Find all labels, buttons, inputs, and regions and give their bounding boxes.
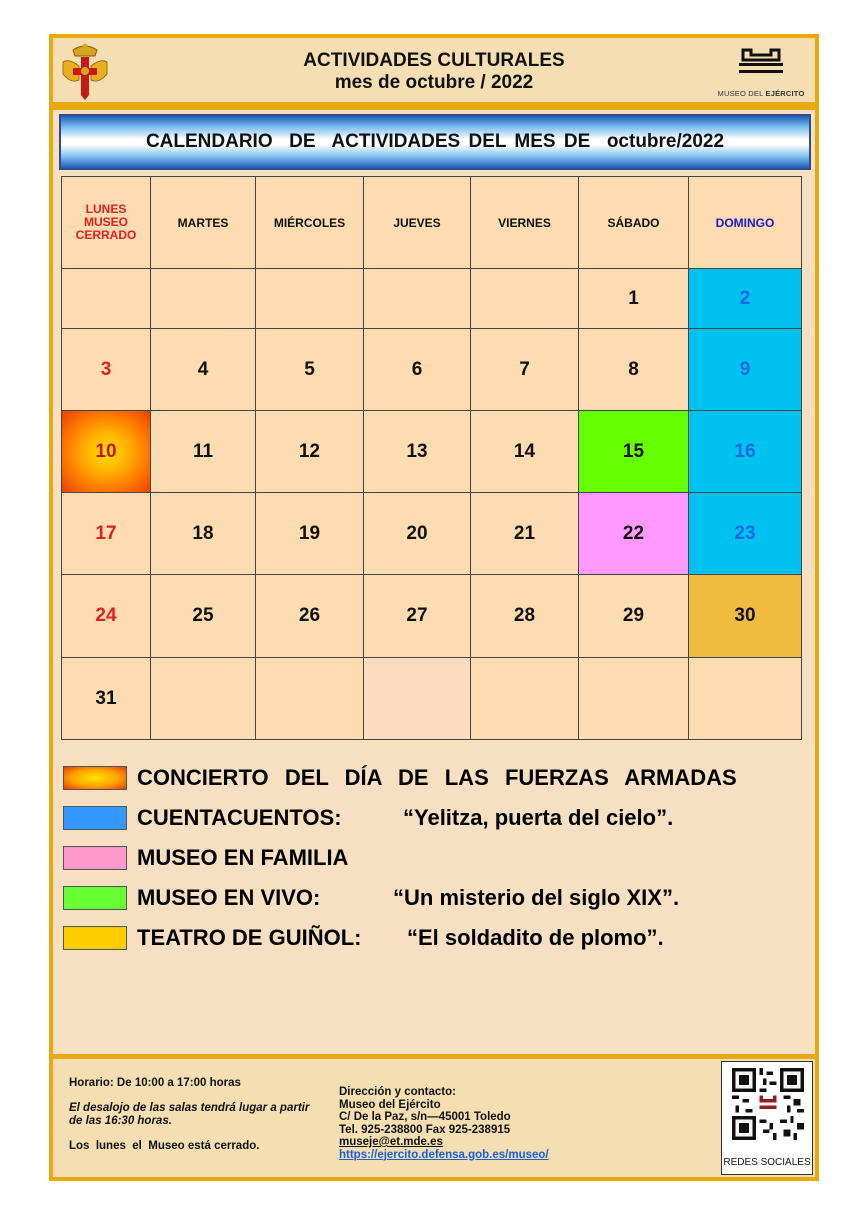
day-cell — [471, 269, 579, 329]
day-cell: 8 — [579, 329, 689, 411]
day-cell: 28 — [471, 575, 579, 658]
legend-title: CONCIERTO DEL DÍA DE LAS FUERZAS ARMADAS — [137, 765, 737, 790]
contact-title: Dirección y contacto: — [339, 1086, 456, 1098]
day-cell: 20 — [364, 493, 471, 575]
day-cell — [364, 269, 471, 329]
calendar-banner-title: CALENDARIO DE ACTIVIDADES DEL MES DE octubre/2022 — [145, 131, 725, 152]
museum-building-icon — [733, 46, 789, 82]
day-cell-cuentacuentos: 23 — [689, 493, 802, 575]
day-cell — [256, 269, 364, 329]
header-sabado: SÁBADO — [579, 177, 689, 269]
museum-address: C/ De la Paz, s/n—45001 Toledo — [339, 1111, 511, 1123]
legend-swatch — [63, 806, 127, 830]
header-lunes — [62, 177, 151, 269]
header-domingo: DOMINGO — [689, 177, 802, 269]
logo-caption — [715, 89, 807, 98]
museum-logo — [715, 44, 807, 100]
day-cell: 18 — [151, 493, 256, 575]
day-cell: 12 — [256, 411, 364, 493]
legend-item-vivo — [63, 878, 813, 918]
header-lunes-line2: MUSEO — [83, 215, 128, 229]
social-qr[interactable] — [721, 1061, 813, 1175]
qr-caption: REDES SOCIALES — [723, 1157, 811, 1168]
footer-info — [69, 1077, 319, 1165]
day-cell: 3 — [62, 329, 151, 411]
legend-quote: “Yelitza, puerta del cielo”. — [403, 805, 674, 830]
calendar-header-row — [62, 177, 802, 269]
contact-info — [339, 1086, 639, 1161]
day-cell: 31 — [62, 658, 151, 740]
page-header — [49, 34, 819, 106]
header-miercoles: MIÉRCOLES — [256, 177, 364, 269]
calendar-panel — [49, 106, 819, 1058]
day-cell: 27 — [364, 575, 471, 658]
calendar-banner — [59, 114, 811, 170]
day-cell: 17 — [62, 493, 151, 575]
legend-swatch — [63, 926, 127, 950]
day-cell-teatro-guinol: 30 — [689, 575, 802, 658]
museum-phone: Tel. 925-238800 Fax 925-238915 — [339, 1123, 511, 1136]
day-cell: 26 — [256, 575, 364, 658]
day-cell: 21 — [471, 493, 579, 575]
logo-caption-bold: EJÉRCITO — [765, 89, 805, 98]
calendar-table — [61, 176, 802, 740]
header-title-line1: ACTIVIDADES CULTURALES — [303, 50, 565, 71]
legend-swatch — [63, 846, 127, 870]
calendar-week-row — [62, 329, 802, 411]
legend-swatch — [63, 766, 127, 790]
calendar-week-row — [62, 411, 802, 493]
header-title — [53, 50, 815, 94]
day-cell — [256, 658, 364, 740]
day-cell-cuentacuentos: 9 — [689, 329, 802, 411]
day-cell-cuentacuentos: 2 — [689, 269, 802, 329]
day-cell: 11 — [151, 411, 256, 493]
header-jueves: JUEVES — [364, 177, 471, 269]
day-cell: 29 — [579, 575, 689, 658]
day-cell: 25 — [151, 575, 256, 658]
legend-title: CUENTACUENTOS: — [137, 805, 342, 830]
day-cell-concierto: 10 — [62, 411, 151, 493]
calendar-week-row — [62, 575, 802, 658]
legend-title: MUSEO EN FAMILIA — [137, 845, 349, 870]
legend-title: MUSEO EN VIVO: — [137, 885, 321, 910]
website-link[interactable]: https://ejercito.defensa.gob.es/museo/ — [339, 1148, 549, 1161]
day-cell — [364, 658, 471, 740]
day-cell-cuentacuentos: 16 — [689, 411, 802, 493]
qr-code-icon — [732, 1068, 804, 1140]
legend-title: TEATRO DE GUIÑOL: — [137, 925, 362, 950]
legend-item-concierto — [63, 758, 813, 798]
header-viernes: VIERNES — [471, 177, 579, 269]
day-cell: 13 — [364, 411, 471, 493]
day-cell-museo-en-familia: 22 — [579, 493, 689, 575]
day-cell: 6 — [364, 329, 471, 411]
day-cell: 24 — [62, 575, 151, 658]
monday-closed-notice: Los lunes el Museo está cerrado. — [69, 1140, 260, 1152]
day-cell: 7 — [471, 329, 579, 411]
header-martes: MARTES — [151, 177, 256, 269]
museum-name: Museo del Ejército — [339, 1098, 441, 1111]
day-cell: 4 — [151, 329, 256, 411]
day-cell — [151, 269, 256, 329]
day-cell: 19 — [256, 493, 364, 575]
calendar-week-row — [62, 658, 802, 740]
legend-item-cuentacuentos — [63, 798, 813, 838]
calendar-week-row — [62, 269, 802, 329]
day-cell — [151, 658, 256, 740]
opening-hours: Horario: De 10:00 a 17:00 horas — [69, 1077, 241, 1089]
legend-item-guinol — [63, 918, 813, 958]
day-cell-museo-en-vivo: 15 — [579, 411, 689, 493]
day-cell — [689, 658, 802, 740]
header-title-line2: mes de octubre / 2022 — [334, 72, 534, 93]
day-cell: 1 — [579, 269, 689, 329]
day-cell — [471, 658, 579, 740]
header-lunes-line3: CERRADO — [75, 228, 137, 242]
day-cell: 14 — [471, 411, 579, 493]
day-cell — [62, 269, 151, 329]
day-cell: 5 — [256, 329, 364, 411]
day-cell — [579, 658, 689, 740]
page-footer — [49, 1055, 819, 1181]
activity-legend — [63, 758, 813, 958]
legend-item-familia — [63, 838, 813, 878]
legend-quote: “Un misterio del siglo XIX”. — [393, 885, 680, 910]
logo-caption-light: MUSEO DEL — [717, 89, 766, 98]
calendar-week-row — [62, 493, 802, 575]
closing-notice: El desalojo de las salas tendrá lugar a partir de las 16:30 horas. — [69, 1102, 310, 1127]
email-link[interactable]: museje@et.mde.es — [339, 1136, 443, 1148]
legend-quote: “El soldadito de plomo”. — [407, 925, 664, 950]
header-lunes-line1: LUNES — [85, 202, 127, 216]
legend-swatch — [63, 886, 127, 910]
